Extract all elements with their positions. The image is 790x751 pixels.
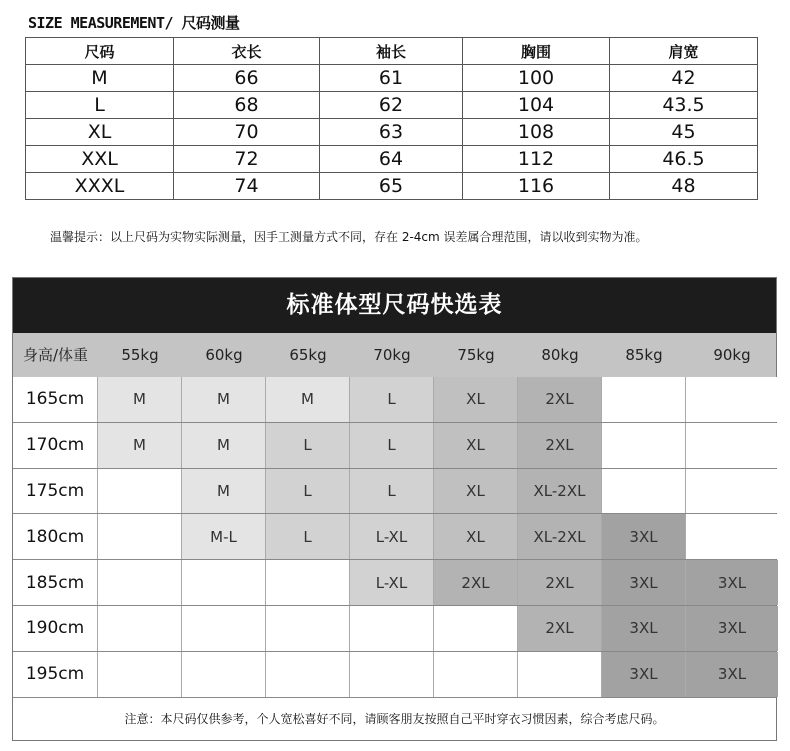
measurement-cell: 66 xyxy=(174,65,320,92)
size-cell: L xyxy=(350,377,434,422)
measurement-row xyxy=(26,65,758,92)
measurement-cell: 116 xyxy=(463,173,610,200)
corner-label: 身高/体重 xyxy=(22,346,89,364)
size-cell xyxy=(98,606,182,651)
size-cell xyxy=(266,606,350,651)
size-cell: L-XL xyxy=(350,560,434,605)
measurement-cell: 43.5 xyxy=(610,92,758,119)
size-cell: M-L xyxy=(182,514,266,559)
measurement-cell: L xyxy=(26,92,174,119)
size-cell xyxy=(266,652,350,697)
measurement-row xyxy=(26,146,758,173)
measurement-cell: 45 xyxy=(610,119,758,146)
size-cell: XL xyxy=(434,514,518,559)
weight-header-cell: 55kg xyxy=(121,346,159,364)
quick-chart-title: 标准体型尺码快选表 xyxy=(13,278,776,333)
size-cell: 2XL xyxy=(518,606,602,651)
height-label: 180cm xyxy=(13,514,98,559)
height-label: 185cm xyxy=(13,560,98,605)
size-cell xyxy=(182,652,266,697)
size-cell xyxy=(602,423,686,468)
size-cell: L-XL xyxy=(350,514,434,559)
size-cell: M xyxy=(182,377,266,422)
measurement-title: SIZE MEASUREMENT/ 尺码测量 xyxy=(28,14,240,32)
height-label: 170cm xyxy=(13,423,98,468)
weight-header-cell: 60kg xyxy=(205,346,243,364)
size-cell: XL xyxy=(434,377,518,422)
weight-header-row xyxy=(13,333,776,377)
size-cell xyxy=(182,560,266,605)
size-cell xyxy=(98,560,182,605)
size-cell: 3XL xyxy=(602,514,686,559)
weight-header-cell: 70kg xyxy=(373,346,411,364)
measurement-cell: 61 xyxy=(320,65,463,92)
measurement-header-cell: 胸围 xyxy=(463,38,610,65)
size-cell: 3XL xyxy=(602,560,686,605)
measurement-cell: 68 xyxy=(174,92,320,119)
size-cell: M xyxy=(98,423,182,468)
size-cell xyxy=(686,377,778,422)
size-cell xyxy=(518,652,602,697)
measurement-row xyxy=(26,92,758,119)
size-cell xyxy=(266,560,350,605)
measurement-cell: 63 xyxy=(320,119,463,146)
size-cell: L xyxy=(266,423,350,468)
quick-chart-row xyxy=(13,560,776,606)
measurement-cell: 42 xyxy=(610,65,758,92)
size-cell: 3XL xyxy=(686,652,778,697)
quick-chart-row xyxy=(13,423,776,469)
quick-chart-row xyxy=(13,469,776,515)
measurement-cell: 112 xyxy=(463,146,610,173)
measurement-cell: 108 xyxy=(463,119,610,146)
size-cell: 3XL xyxy=(686,606,778,651)
measurement-header-row xyxy=(26,38,758,65)
size-cell: L xyxy=(266,469,350,514)
size-cell xyxy=(434,652,518,697)
measurement-cell: 104 xyxy=(463,92,610,119)
size-cell: 3XL xyxy=(602,652,686,697)
measurement-header-cell: 衣长 xyxy=(174,38,320,65)
weight-header-cell: 80kg xyxy=(541,346,579,364)
size-quick-chart xyxy=(12,277,777,741)
weight-header-cell: 85kg xyxy=(625,346,663,364)
height-label: 165cm xyxy=(13,377,98,422)
measurement-header-cell: 肩宽 xyxy=(610,38,758,65)
measurement-row xyxy=(26,119,758,146)
measurement-cell: XL xyxy=(26,119,174,146)
quick-chart-note: 注意：本尺码仅供参考，个人宽松喜好不同，请顾客朋友按照自己平时穿衣习惯因素，综合考虑尺码。 xyxy=(124,712,665,726)
size-cell: 2XL xyxy=(434,560,518,605)
measurement-header-cell: 尺码 xyxy=(26,38,174,65)
size-cell: L xyxy=(266,514,350,559)
measurement-cell: 70 xyxy=(174,119,320,146)
size-cell: M xyxy=(182,469,266,514)
measurement-cell: 72 xyxy=(174,146,320,173)
size-cell xyxy=(686,469,778,514)
size-cell: L xyxy=(350,423,434,468)
weight-header-cell: 75kg xyxy=(457,346,495,364)
quick-chart-grid xyxy=(13,377,776,698)
measurement-cell: XXL xyxy=(26,146,174,173)
size-cell xyxy=(350,652,434,697)
size-cell xyxy=(602,377,686,422)
measurement-table xyxy=(25,37,758,200)
size-cell: 3XL xyxy=(602,606,686,651)
measurement-cell: 46.5 xyxy=(610,146,758,173)
size-cell xyxy=(686,514,778,559)
measurement-tip: 温馨提示：以上尺码为实物实际测量，因手工测量方式不同，存在 2-4cm 误差属合理范围，请以收到实物为准。 xyxy=(50,230,648,244)
measurement-cell: 74 xyxy=(174,173,320,200)
height-label: 175cm xyxy=(13,469,98,514)
size-cell: XL-2XL xyxy=(518,514,602,559)
quick-chart-row xyxy=(13,606,776,652)
size-cell: XL xyxy=(434,469,518,514)
measurement-cell: 65 xyxy=(320,173,463,200)
size-cell xyxy=(686,423,778,468)
size-cell xyxy=(434,606,518,651)
weight-header-cell: 65kg xyxy=(289,346,327,364)
quick-chart-row xyxy=(13,377,776,423)
quick-chart-row xyxy=(13,652,776,698)
size-cell: 2XL xyxy=(518,560,602,605)
size-cell: XL xyxy=(434,423,518,468)
size-cell: 2XL xyxy=(518,423,602,468)
quick-chart-row xyxy=(13,514,776,560)
size-cell: 2XL xyxy=(518,377,602,422)
size-cell: M xyxy=(98,377,182,422)
height-label: 190cm xyxy=(13,606,98,651)
size-cell: XL-2XL xyxy=(518,469,602,514)
size-cell: 3XL xyxy=(686,560,778,605)
size-cell xyxy=(98,469,182,514)
height-label: 195cm xyxy=(13,652,98,697)
measurement-cell: 48 xyxy=(610,173,758,200)
measurement-cell: 64 xyxy=(320,146,463,173)
measurement-row xyxy=(26,173,758,200)
measurement-cell: XXXL xyxy=(26,173,174,200)
size-cell xyxy=(350,606,434,651)
size-cell xyxy=(98,514,182,559)
size-cell: L xyxy=(350,469,434,514)
measurement-header-cell: 袖长 xyxy=(320,38,463,65)
measurement-cell: M xyxy=(26,65,174,92)
measurement-cell: 62 xyxy=(320,92,463,119)
measurement-cell: 100 xyxy=(463,65,610,92)
size-cell xyxy=(182,606,266,651)
size-cell: M xyxy=(182,423,266,468)
size-cell: M xyxy=(266,377,350,422)
size-cell xyxy=(98,652,182,697)
weight-header-cell: 90kg xyxy=(713,346,751,364)
size-cell xyxy=(602,469,686,514)
